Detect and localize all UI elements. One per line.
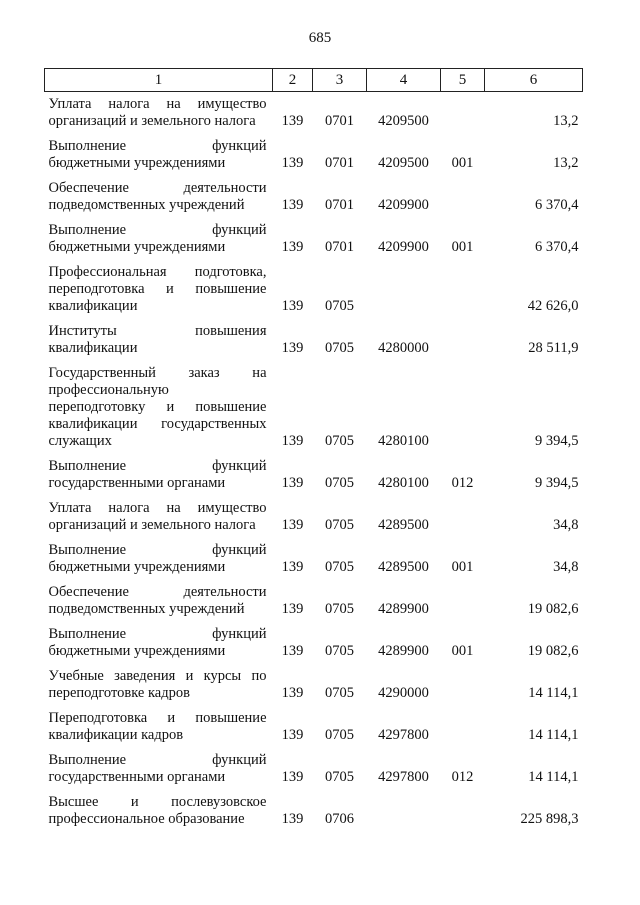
row-code-2: 139 <box>281 433 304 449</box>
row-section-code: 0701 <box>325 113 354 129</box>
row-amount: 14 114,1 <box>528 769 579 785</box>
row-expense-type: 012 <box>451 769 474 785</box>
row-amount: 6 370,4 <box>535 239 579 255</box>
row-amount: 9 394,5 <box>535 475 579 491</box>
row-expense-type: 012 <box>451 475 474 491</box>
table-row <box>45 134 583 176</box>
row-name: Обеспечение деятельности подведомственных учреждений <box>48 584 267 617</box>
table-row <box>45 218 583 260</box>
row-expense-type: 001 <box>451 155 474 171</box>
row-target-code <box>367 790 441 832</box>
row-code-2: 139 <box>281 475 304 491</box>
row-expense-type: 001 <box>451 559 474 575</box>
row-code-2: 139 <box>281 517 304 533</box>
row-amount: 34,8 <box>553 559 579 575</box>
row-expense-type <box>441 664 485 706</box>
row-code-2: 139 <box>281 340 304 356</box>
row-code-2: 139 <box>281 601 304 617</box>
row-code-2: 139 <box>281 643 304 659</box>
row-expense-type <box>441 319 485 361</box>
row-expense-type <box>441 92 485 135</box>
row-amount: 34,8 <box>553 517 579 533</box>
table-body <box>45 92 583 833</box>
row-expense-type <box>441 706 485 748</box>
row-name: Выполнение функций государственными органами <box>48 458 267 491</box>
row-code-2: 139 <box>281 769 304 785</box>
table-row <box>45 92 583 135</box>
row-name: Выполнение функций бюджетными учреждениями <box>48 626 267 659</box>
row-amount: 13,2 <box>553 155 579 171</box>
row-name: Выполнение функций бюджетными учреждениями <box>48 542 267 575</box>
row-section-code: 0705 <box>325 601 354 617</box>
row-amount: 19 082,6 <box>527 643 579 659</box>
row-target-code: 4280000 <box>378 340 429 356</box>
row-section-code: 0705 <box>325 559 354 575</box>
column-header: 1 <box>45 69 273 92</box>
row-code-2: 139 <box>281 113 304 129</box>
row-section-code: 0706 <box>325 811 354 827</box>
row-target-code: 4209500 <box>378 155 429 171</box>
column-header: 2 <box>273 69 313 92</box>
row-code-2: 139 <box>281 685 304 701</box>
table-row <box>45 319 583 361</box>
row-code-2: 139 <box>281 298 304 314</box>
table-row <box>45 706 583 748</box>
row-name: Государственный заказ на профессиональную переподготовку и повышение квалификации государственных служащих <box>48 365 267 449</box>
row-amount: 9 394,5 <box>535 433 579 449</box>
row-expense-type <box>441 361 485 454</box>
row-amount: 28 511,9 <box>528 340 579 356</box>
row-section-code: 0705 <box>325 298 354 314</box>
table-row <box>45 664 583 706</box>
row-code-2: 139 <box>281 811 304 827</box>
row-section-code: 0705 <box>325 643 354 659</box>
row-target-code: 4280100 <box>378 433 429 449</box>
page-number: 685 <box>308 30 332 46</box>
row-target-code: 4289900 <box>378 643 429 659</box>
column-header: 4 <box>367 69 441 92</box>
row-code-2: 139 <box>281 239 304 255</box>
table-row <box>45 580 583 622</box>
row-section-code: 0705 <box>325 475 354 491</box>
row-expense-type <box>441 176 485 218</box>
row-name: Институты повышения квалификации <box>48 323 267 356</box>
column-header: 3 <box>313 69 367 92</box>
table-row <box>45 622 583 664</box>
row-name: Переподготовка и повышение квалификации кадров <box>48 710 267 743</box>
row-section-code: 0701 <box>325 239 354 255</box>
row-name: Выполнение функций бюджетными учреждениями <box>48 222 267 255</box>
row-section-code: 0705 <box>325 517 354 533</box>
row-expense-type <box>441 260 485 319</box>
row-name: Высшее и послевузовское профессиональное образование <box>48 794 267 827</box>
row-target-code: 4280100 <box>378 475 429 491</box>
table-header-row <box>45 69 583 92</box>
row-section-code: 0705 <box>325 433 354 449</box>
row-target-code: 4289900 <box>378 601 429 617</box>
table-row <box>45 790 583 832</box>
table-row <box>45 260 583 319</box>
row-target-code: 4290000 <box>378 685 429 701</box>
row-name: Профессиональная подготовка, переподготовка и повышение квалификации <box>48 264 267 314</box>
table-row <box>45 176 583 218</box>
row-section-code: 0705 <box>325 685 354 701</box>
row-target-code: 4289500 <box>378 559 429 575</box>
row-code-2: 139 <box>281 155 304 171</box>
row-section-code: 0701 <box>325 197 354 213</box>
row-amount: 6 370,4 <box>535 197 579 213</box>
row-expense-type <box>441 790 485 832</box>
row-target-code: 4209900 <box>378 197 429 213</box>
row-amount: 14 114,1 <box>528 727 579 743</box>
row-code-2: 139 <box>281 197 304 213</box>
row-section-code: 0705 <box>325 340 354 356</box>
column-header: 5 <box>441 69 485 92</box>
row-amount: 19 082,6 <box>527 601 579 617</box>
row-code-2: 139 <box>281 559 304 575</box>
row-target-code: 4297800 <box>378 727 429 743</box>
row-target-code: 4209900 <box>378 239 429 255</box>
budget-table <box>44 68 583 832</box>
table-row <box>45 454 583 496</box>
table-row <box>45 748 583 790</box>
row-section-code: 0705 <box>325 769 354 785</box>
row-expense-type: 001 <box>451 239 474 255</box>
row-amount: 14 114,1 <box>528 685 579 701</box>
row-amount: 13,2 <box>553 113 579 129</box>
row-expense-type: 001 <box>451 643 474 659</box>
column-header: 6 <box>485 69 583 92</box>
row-name: Обеспечение деятельности подведомственных учреждений <box>48 180 267 213</box>
row-name: Уплата налога на имущество организаций и земельного налога <box>48 500 267 533</box>
row-section-code: 0701 <box>325 155 354 171</box>
row-expense-type <box>441 580 485 622</box>
row-target-code: 4209500 <box>378 113 429 129</box>
row-section-code: 0705 <box>325 727 354 743</box>
row-name: Выполнение функций государственными органами <box>48 752 267 785</box>
row-name: Учебные заведения и курсы по переподготовке кадров <box>48 668 267 701</box>
row-amount: 42 626,0 <box>527 298 579 314</box>
row-code-2: 139 <box>281 727 304 743</box>
table-row <box>45 496 583 538</box>
row-name: Выполнение функций бюджетными учреждениями <box>48 138 267 171</box>
table-row <box>45 361 583 454</box>
row-expense-type <box>441 496 485 538</box>
row-target-code <box>367 260 441 319</box>
row-target-code: 4289500 <box>378 517 429 533</box>
row-target-code: 4297800 <box>378 769 429 785</box>
table-row <box>45 538 583 580</box>
row-name: Уплата налога на имущество организаций и земельного налога <box>48 96 267 129</box>
row-amount: 225 898,3 <box>520 811 579 827</box>
